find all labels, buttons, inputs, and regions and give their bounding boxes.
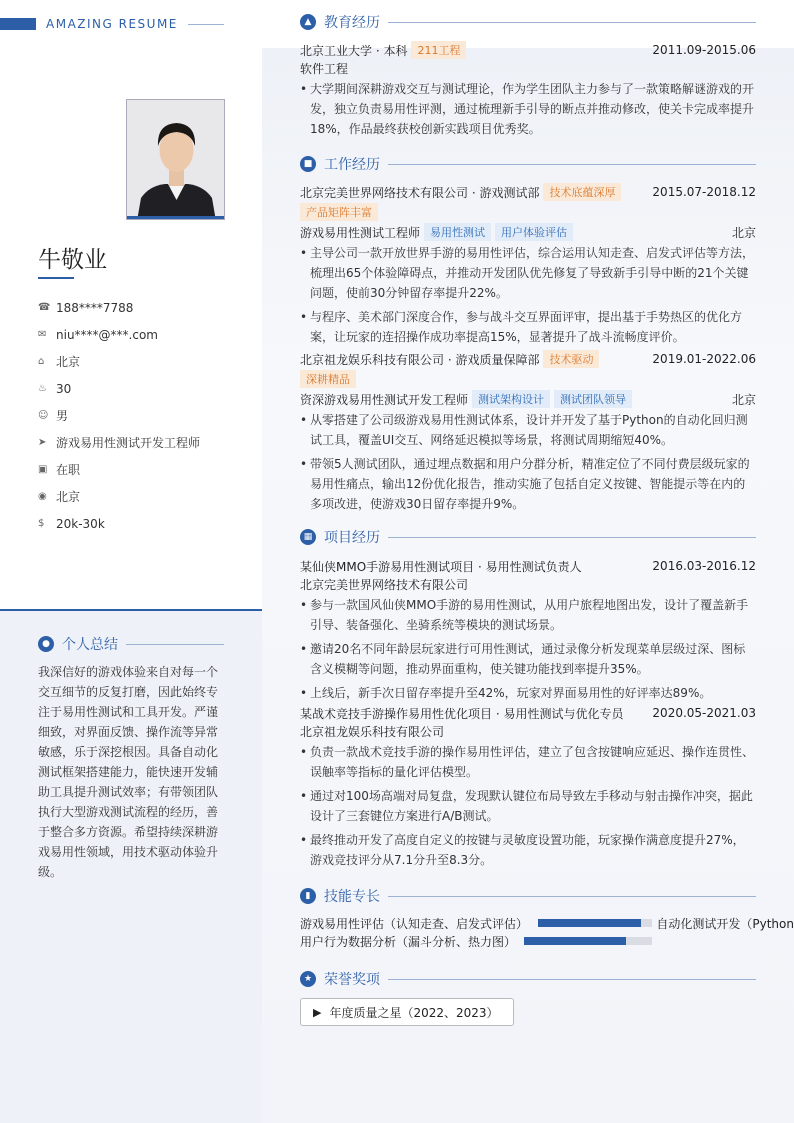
project-bullet: • 通过对100场高端对局复盘，发现默认键位布局导致左手移动与射击操作冲突，据此设计了三套键位方案进行A/B测试。 <box>300 789 753 823</box>
project-bullet: • 上线后，新手次日留存率提升至42%，玩家对界面易用性的好评率达89%。 <box>300 686 712 700</box>
header-line <box>388 22 756 23</box>
skill-name: 自动化测试开发（Python <box>656 916 794 931</box>
awards-section <box>300 968 756 1026</box>
education-section <box>300 11 756 139</box>
contact-info-row <box>38 456 200 483</box>
job-city: 北京 <box>731 392 756 407</box>
skills-row <box>300 932 794 950</box>
role-tag: 测试团队领导 <box>554 390 632 408</box>
skills-section <box>300 885 794 950</box>
job-date: 2019.01-2022.06 <box>652 352 756 366</box>
job-tag-row <box>300 370 756 388</box>
project-name-row <box>300 704 756 722</box>
header-line <box>388 537 756 538</box>
job-role-row <box>300 390 756 408</box>
contact-info-row <box>38 483 200 510</box>
contact-info-row <box>38 348 200 375</box>
skills-row <box>300 914 794 932</box>
job-tag: 技术底蕴深厚 <box>543 183 621 201</box>
education-header <box>300 11 756 33</box>
send-icon: ➤ <box>38 437 47 448</box>
contact-info-text: 男 <box>56 409 69 423</box>
project-date: 2020.05-2021.03 <box>652 706 756 720</box>
contact-info-row <box>38 429 200 456</box>
skill-name: 用户行为数据分析（漏斗分析、热力图） <box>300 934 517 949</box>
briefcase-icon: ■ <box>300 156 316 172</box>
mail-icon: ✉ <box>38 329 47 340</box>
education-row <box>300 41 756 59</box>
school-name: 北京工业大学 · 本科 <box>300 43 408 58</box>
job-company-row <box>300 350 756 368</box>
grid-icon: ▦ <box>300 529 316 545</box>
job-tag: 产品矩阵丰富 <box>300 203 378 221</box>
contact-info-row <box>38 294 200 321</box>
contact-info-text: 游戏易用性测试开发工程师 <box>56 436 201 450</box>
project-date: 2016.03-2016.12 <box>652 559 756 573</box>
brand-bar <box>0 18 36 30</box>
work-header <box>300 153 756 175</box>
job-role: 游戏易用性测试工程师 <box>300 225 421 240</box>
award-item <box>300 998 514 1026</box>
contact-info-row <box>38 510 200 537</box>
contact-info-text: niu****@***.com <box>56 327 158 342</box>
left-column <box>0 0 262 1123</box>
award-icon: ★ <box>300 971 316 987</box>
education-title: 教育经历 <box>324 15 380 31</box>
project-name: 某仙侠MMO手游易用性测试项目 · 易用性测试负责人 <box>300 559 582 574</box>
brand-title: AMAZING RESUME <box>46 17 178 31</box>
project-bullet: • 参与一款国风仙侠MMO手游的易用性测试，从用户旅程地图出发，设计了覆盖新手引导、装备强化、坐骑系统等模块的测试场景。 <box>300 598 749 632</box>
contact-info-text: 30 <box>56 381 72 396</box>
summary-text: 我深信好的游戏体验来自对每一个交互细节的反复打磨，因此始终专注于易用性测试和工具开发。严谨细致，对界面反馈、操作流等异常敏感，乐于深挖根因。具备自动化测试框架搭建能力，能快速开发辅助工具提升测试效率；有带领团队执行大型游戏测试流程的经历，善于整合多方资源。希望持续深耕游戏易用性领域，用技术驱动体验升级。 <box>38 665 219 879</box>
job-entry <box>300 183 756 347</box>
briefcase-icon: ▣ <box>38 464 48 475</box>
salary-icon: $ <box>38 518 45 529</box>
location-icon: ◉ <box>38 491 47 502</box>
project-name-row <box>300 557 756 575</box>
job-city: 北京 <box>731 225 756 240</box>
profile-photo <box>126 99 225 220</box>
role-tag: 用户体验评估 <box>495 223 573 241</box>
brand-line <box>188 24 224 25</box>
job-company-row <box>300 183 756 201</box>
skill-bar-fill <box>524 937 626 945</box>
project-bullet: • 邀请20名不同年龄层玩家进行可用性测试，通过录像分析发现菜单层级过深、图标含义模糊等问题，推动界面重构，使关键功能找到率提升35%。 <box>300 642 746 676</box>
work-section <box>300 153 756 514</box>
job-entry <box>300 350 756 514</box>
header-line <box>126 644 224 645</box>
summary-header <box>38 634 224 654</box>
projects-section <box>300 526 756 870</box>
job-bullet: • 主导公司一款开放世界手游的易用性评估，综合运用认知走查、启发式评估等方法，梳理出65个体验障碍点，并推动开发团队优先修复了导致新手引导中断的21个关键问题，使前30分钟留存率提升22%。 <box>300 246 755 300</box>
contact-info-text: 北京 <box>56 355 81 369</box>
project-name: 某战术竞技手游操作易用性优化项目 · 易用性测试与优化专员 <box>300 706 624 721</box>
header-line <box>388 164 756 165</box>
project-entry <box>300 704 756 870</box>
candidate-name: 牛敬业 <box>38 247 107 273</box>
role-tag: 易用性测试 <box>424 223 491 241</box>
work-title: 工作经历 <box>324 157 380 173</box>
project-org: 北京完美世界网络技术有限公司 <box>300 577 469 592</box>
project-entry <box>300 557 756 703</box>
header-line <box>388 896 756 897</box>
project-bullet: • 负责一款战术竞技手游的操作易用性评估，建立了包含按键响应延迟、操作连贯性、误触率等指标的量化评估模型。 <box>300 745 755 779</box>
school-tag: 211工程 <box>411 41 466 59</box>
projects-title: 项目经历 <box>324 530 380 546</box>
job-role-row <box>300 223 756 241</box>
job-tag: 技术驱动 <box>543 350 599 368</box>
name-underline <box>38 277 74 279</box>
project-org: 北京祖龙娱乐科技有限公司 <box>300 724 445 739</box>
education-date: 2011.09-2015.06 <box>652 43 756 57</box>
job-tag-row <box>300 203 756 221</box>
portrait-icon <box>127 100 225 220</box>
job-company: 北京完美世界网络技术有限公司 · 游戏测试部 <box>300 185 540 200</box>
contact-info-text: 188****7788 <box>56 300 134 315</box>
brand-header <box>0 18 224 30</box>
summary-title: 个人总结 <box>62 637 118 653</box>
job-company: 北京祖龙娱乐科技有限公司 · 游戏质量保障部 <box>300 352 540 367</box>
project-org-row <box>300 722 756 740</box>
chart-icon: ▮ <box>300 888 316 904</box>
photo-underline <box>127 216 224 219</box>
awards-title: 荣誉奖项 <box>324 972 380 988</box>
cake-icon: ♨ <box>38 383 47 394</box>
skill-name: 游戏易用性评估（认知走查、启发式评估） <box>300 916 529 931</box>
gender-icon: ☺ <box>38 410 49 421</box>
skills-title: 技能专长 <box>324 889 380 905</box>
major: 软件工程 <box>300 61 349 76</box>
contact-info-row <box>38 375 200 402</box>
skills-header <box>300 885 756 907</box>
graduation-cap-icon: ▲ <box>300 14 316 30</box>
awards-header <box>300 968 756 990</box>
contact-info-text: 20k-30k <box>56 516 105 531</box>
contact-info-list <box>38 294 200 537</box>
project-org-row <box>300 575 756 593</box>
job-bullet: • 带领5人测试团队，通过埋点数据和用户分群分析，精准定位了不同付费层级玩家的易用性痛点，输出12份优化报告，推动实施了包括自定义按键、智能提示等在内的多项改进，使游戏30日留存率提升9%。 <box>300 457 750 511</box>
job-role: 资深游戏易用性测试开发工程师 <box>300 392 469 407</box>
phone-icon: ☎ <box>38 302 51 313</box>
project-bullet: • 最终推动开发了高度自定义的按键与灵敏度设置功能，玩家操作满意度提升27%，游戏竞技评分从7.1分升至8.3分。 <box>300 833 745 867</box>
home-icon: ⌂ <box>38 356 45 367</box>
header-line <box>388 979 756 980</box>
job-tag: 深耕精品 <box>300 370 356 388</box>
award-text: 年度质量之星（2022、2023） <box>329 1005 499 1020</box>
skill-bar <box>538 919 652 927</box>
education-bullet: • 大学期间深耕游戏交互与测试理论，作为学生团队主力参与了一款策略解谜游戏的开发，独立负责易用性评测，通过梳理新手引导的断点并推动修改，使关卡完成率提升18%，作品最终获校创新实践项目优秀奖。 <box>300 82 755 136</box>
skill-bar-fill <box>538 919 641 927</box>
contact-info-row <box>38 321 200 348</box>
job-bullet: • 与程序、美术部门深度合作，参与战斗交互界面评审，提出基于手势热区的优化方案，让玩家的连招操作成功率提高15%，显著提升了战斗流畅度评价。 <box>300 310 743 344</box>
contact-info-text: 北京 <box>56 490 81 504</box>
contact-info-text: 在职 <box>56 463 81 477</box>
skill-bar <box>524 937 652 945</box>
user-icon: ● <box>38 636 54 652</box>
role-tag: 测试架构设计 <box>472 390 550 408</box>
job-date: 2015.07-2018.12 <box>652 185 756 199</box>
major-row <box>300 59 756 77</box>
triangle-right-icon: ▶ <box>313 1005 322 1019</box>
projects-header <box>300 526 756 548</box>
contact-info-row <box>38 402 200 429</box>
job-bullet: • 从零搭建了公司级游戏易用性测试体系，设计并开发了基于Python的自动化回归测试工具，覆盖UI交互、网络延迟模拟等场景，将测试周期缩短40%。 <box>300 413 748 447</box>
